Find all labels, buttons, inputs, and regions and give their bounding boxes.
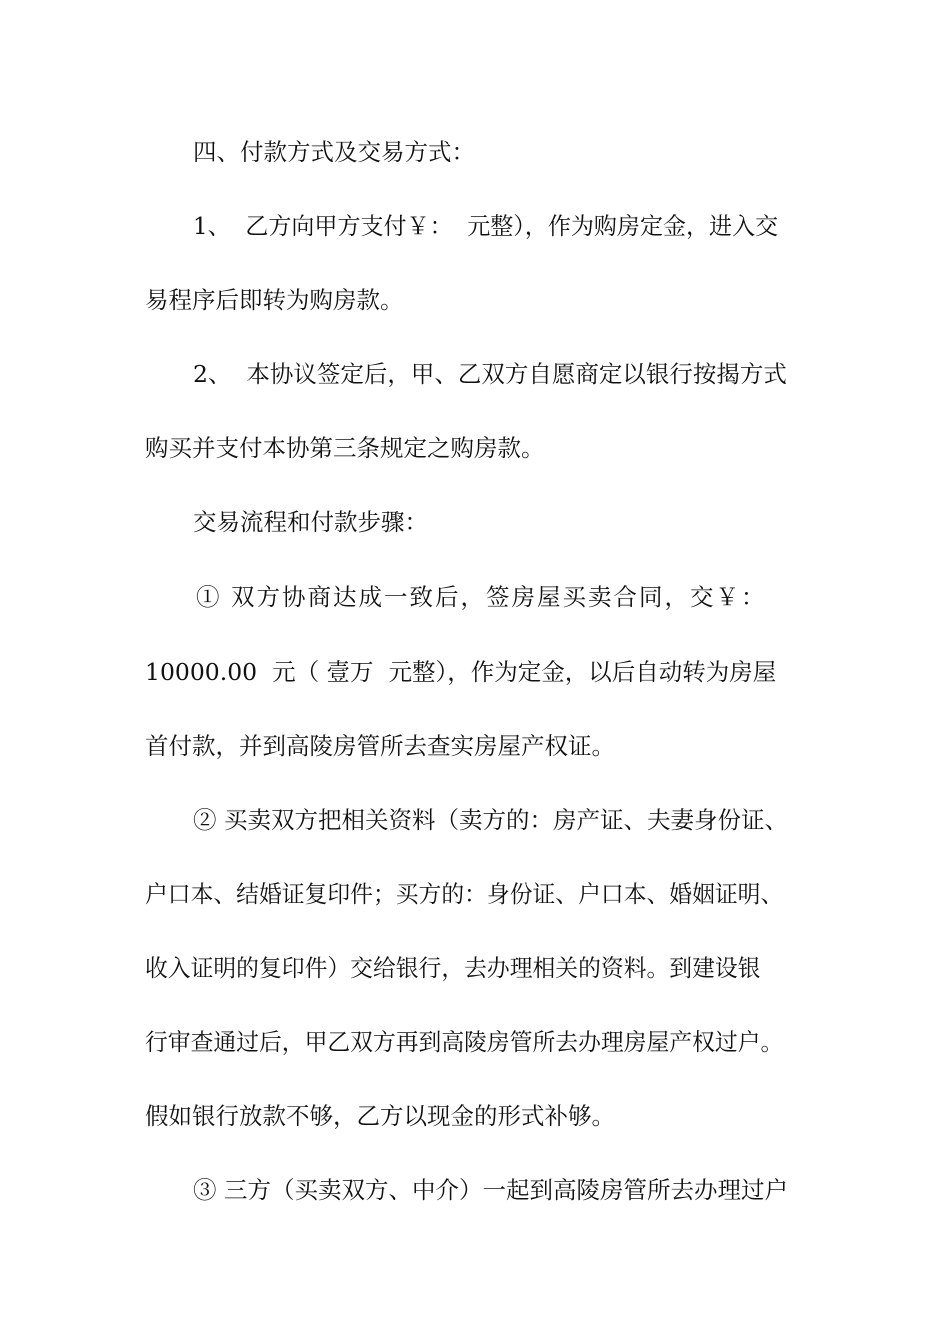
step-two-line [193, 800, 893, 840]
paragraph-line [193, 206, 893, 246]
line-text: ③ 三方（买卖双方、中介）一起到高陵房管所去办理过户 [193, 1176, 788, 1204]
line-text: ② 买卖双方把相关资料（卖方的：房产证、夫妻身份证、 [193, 806, 788, 834]
line-text: 易程序后即转为购房款。 [145, 286, 404, 314]
line-text: 四、付款方式及交易方式： [193, 138, 475, 166]
paragraph-line [145, 428, 885, 468]
line-text: ① 双方协商达成一致后，签房屋买卖合同，交￥： [196, 583, 767, 611]
line-text: 10000.00 元（ 壹万 元整），作为定金，以后自动转为房屋 [145, 658, 777, 686]
section-heading [193, 132, 893, 172]
paragraph-line [193, 354, 893, 394]
step-one-line [196, 577, 896, 617]
line-text: 户口本、结婚证复印件；买方的：身份证、户口本、婚姻证明、 [145, 880, 784, 908]
step-three-line [193, 1170, 893, 1210]
paragraph-line [145, 726, 885, 766]
paragraph-line [145, 1022, 905, 1062]
line-text: 首付款，并到高陵房管所去查实房屋产权证。 [145, 732, 615, 760]
line-text: 假如银行放款不够，乙方以现金的形式补够。 [145, 1102, 615, 1130]
line-text: 购买并支付本协第三条规定之购房款。 [145, 434, 545, 462]
paragraph-line [145, 280, 885, 320]
subsection-heading [193, 502, 893, 542]
line-text: 交易流程和付款步骤： [193, 508, 428, 536]
paragraph-line [145, 1096, 885, 1136]
line-text: 行审查通过后，甲乙双方再到高陵房管所去办理房屋产权过户。 [145, 1028, 784, 1056]
line-text: 收入证明的复印件）交给银行，去办理相关的资料。到建设银 [145, 954, 761, 982]
paragraph-line [145, 874, 905, 914]
line-text: 2、 本协议签定后，甲、乙双方自愿商定以银行按揭方式 [193, 360, 787, 388]
paragraph-line [145, 948, 905, 988]
paragraph-line [145, 652, 885, 692]
line-text: 1、 乙方向甲方支付￥： 元整），作为购房定金，进入交 [193, 212, 779, 240]
